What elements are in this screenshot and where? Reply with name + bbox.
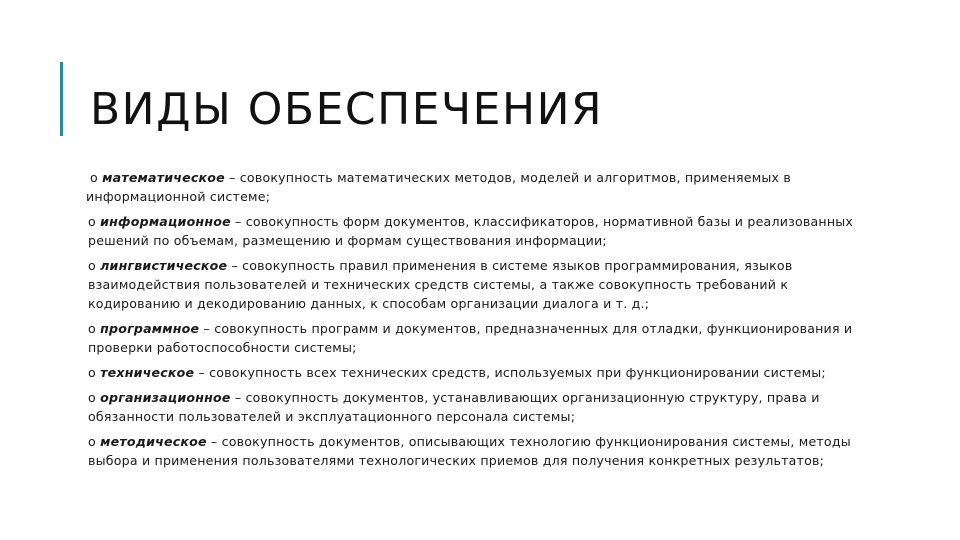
term-label: лингвистическое [100, 258, 228, 273]
term-label: информационное [100, 214, 231, 229]
term-label: методическое [100, 434, 207, 449]
list-item-software [88, 319, 858, 357]
term-label: математическое [102, 170, 225, 185]
term-description: – совокупность документов, устанавливающих организационную структуру, права и обязанности пользователей и эксплуатационного персонала системы; [88, 390, 820, 424]
bullet-marker: o [90, 170, 98, 185]
term-description: – совокупность программ и документов, предназначенных для отладки, функционирования и проверки работоспособности системы; [88, 321, 853, 355]
list-item-methodological [88, 432, 858, 470]
term-description: – совокупность правил применения в системе языков программирования, языков взаимодействия пользователей и технических средств системы, а также совокупность требований к кодированию и декодированию данных, к способам организации диалога и т. д.; [88, 258, 793, 311]
list-item-mathematical [86, 168, 858, 206]
list-item-technical [88, 363, 858, 382]
slide-title: ВИДЫ ОБЕСПЕЧЕНИЯ [90, 84, 604, 135]
list-item-informational [88, 212, 858, 250]
list-item-organizational [88, 388, 858, 426]
term-description: – совокупность документов, описывающих технологию функционирования системы, методы выбора и применения пользователями технологических приемов для получения конкретных результатов; [88, 434, 851, 468]
term-label: техническое [100, 365, 195, 380]
title-accent-bar [60, 62, 63, 136]
list-item-linguistic [88, 256, 858, 313]
term-description: – совокупность математических методов, моделей и алгоритмов, применяемых в информационной системе; [86, 170, 792, 204]
bullet-marker: o [88, 390, 96, 405]
bullet-marker: o [88, 214, 96, 229]
term-label: организационное [100, 390, 231, 405]
support-types-list [88, 168, 858, 476]
term-label: программное [100, 321, 200, 336]
bullet-marker: o [88, 321, 96, 336]
term-description: – совокупность всех технических средств, используемых при функционировании системы; [198, 365, 826, 380]
bullet-marker: o [88, 365, 96, 380]
bullet-marker: o [88, 434, 96, 449]
term-description: – совокупность форм документов, классификаторов, нормативной базы и реализованных решений по объемам, размещению и формам существования информации; [88, 214, 854, 248]
bullet-marker: o [88, 258, 96, 273]
